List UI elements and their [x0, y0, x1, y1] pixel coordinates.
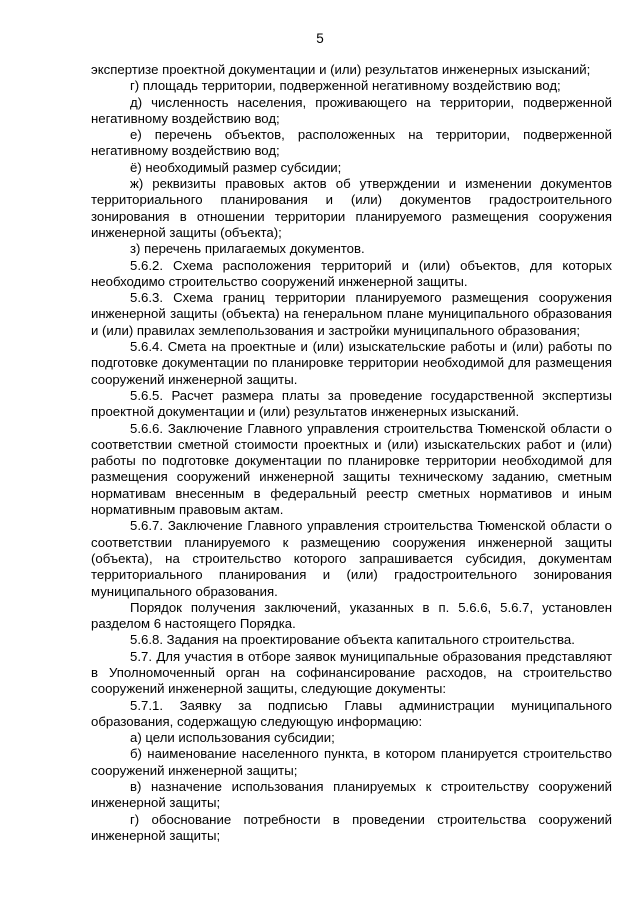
paragraph: Порядок получения заключений, указанных в п. 5.6.6, 5.6.7, установлен разделом 6 настоящего Порядка. — [91, 599, 612, 632]
paragraph: 5.6.4. Смета на проектные и (или) изыскательские работы и (или) работы по подготовке документации по планировке территории необходимой для размещения сооружений инженерной защиты. — [91, 339, 612, 387]
paragraph: 5.6.2. Схема расположения территорий и (или) объектов, для которых необходимо строительство сооружений инженерной защиты. — [91, 257, 612, 289]
paragraph: экспертизе проектной документации и (или) результатов инженерных изысканий; — [91, 62, 591, 77]
page-number: 5 — [316, 31, 324, 46]
paragraph: в) назначение использования планируемых к строительству сооружений инженерной защиты; — [91, 779, 612, 811]
document-body — [91, 62, 612, 844]
paragraph: 5.6.8. Задания на проектирование объекта капитального строительства. — [130, 632, 575, 648]
paragraph: 5.6.6. Заключение Главного управления строительства Тюменской области о соответствии сметной стоимости проектных и (или) изыскательских работ и (или) работы по подготовке документации по планировке территории необходимой для размещения сооружений инженерной защиты техническому заданию, сметным нормативам внесенным в федеральный реестр сметных нормативов и иным нормативным правовым актам. — [91, 420, 612, 518]
paragraph: 5.6.7. Заключение Главного управления строительства Тюменской области о соответствии планируемого к размещению сооружения инженерной защиты (объекта), на строительство которого запрашивается субсидия, документам территориального планирования и (или) градостроительного зонирования муниципального образования. — [91, 518, 612, 599]
paragraph: 5.7. Для участия в отборе заявок муниципальные образования представляют в Уполномоченный орган на софинансирование расходов, на строительство сооружений инженерной защиты, следующие документы: — [91, 648, 612, 697]
paragraph: ж) реквизиты правовых актов об утверждении и изменении документов территориального планирования и (или) документов градостроительного зонирования в отношении территории планируемого размещения сооружения инженерной защиты (объекта); — [91, 176, 612, 240]
paragraph: 5.7.1. Заявку за подписью Главы администрации муниципального образования, содержащую следующую информацию: — [91, 697, 612, 729]
paragraph: з) перечень прилагаемых документов. — [130, 241, 365, 257]
paragraph: г) площадь территории, подверженной негативному воздействию вод; — [130, 78, 561, 94]
paragraph: 5.6.5. Расчет размера платы за проведение государственной экспертизы проектной документации и (или) результатов инженерных изысканий. — [91, 387, 612, 420]
paragraph: г) обоснование потребности в проведении строительства сооружений инженерной защиты; — [91, 811, 612, 843]
paragraph: д) численность населения, проживающего на территории, подверженной негативному воздействию вод; — [91, 94, 612, 126]
paragraph: е) перечень объектов, расположенных на территории, подверженной негативному воздействию вод; — [91, 127, 612, 159]
paragraph: б) наименование населенного пункта, в котором планируется строительство сооружений инженерной защиты; — [91, 746, 612, 778]
paragraph: а) цели использования субсидии; — [130, 730, 335, 746]
paragraph: ё) необходимый размер субсидии; — [130, 159, 342, 175]
paragraph: 5.6.3. Схема границ территории планируемого размещения сооружения инженерной защиты (объекта) на генеральном плане муниципального образования и (или) правилах землепользования и застройки муниципального образования; — [91, 290, 612, 338]
